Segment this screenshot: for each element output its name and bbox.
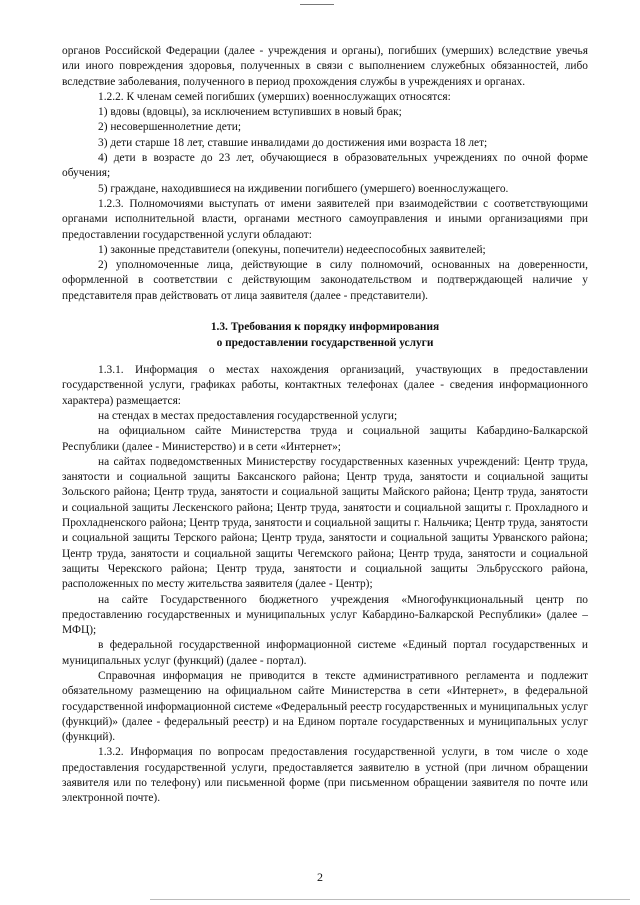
list-item-federal-portal: в федеральной государственной информационной системе «Единый портал государственных и муниципальных услуг (функций) (далее - портал). bbox=[62, 639, 588, 667]
list-item-minor-children: 2) несовершеннолетние дети; bbox=[98, 121, 242, 134]
paragraph-1-2-2: 1.2.2. К членам семей погибших (умерших) военнослужащих относятся: bbox=[98, 90, 451, 103]
list-item-stands: на стендах в местах предоставления государственной услуги; bbox=[98, 409, 398, 422]
scan-artifact-top bbox=[300, 4, 334, 5]
list-item-dependents: 5) граждане, находившиеся на иждивении погибшего (умершего) военнослужащего. bbox=[98, 182, 509, 195]
list-item-ministry-site: на официальном сайте Министерства труда и социальной защиты Кабардино-Балкарской Республики (далее - Министерство) и в сети «Интернет»; bbox=[62, 425, 588, 453]
heading-line-1: 1.3. Требования к порядку информирования bbox=[210, 321, 440, 334]
heading-line-2: о предоставлении государственной услуги bbox=[216, 336, 434, 349]
list-item-widows: 1) вдовы (вдовцы), за исключением вступивших в новый брак; bbox=[98, 106, 402, 119]
document-page bbox=[62, 44, 588, 807]
scan-artifact-bottom bbox=[150, 899, 630, 900]
list-item-legal-representatives: 1) законные представители (опекуны, попечители) недееспособных заявителей; bbox=[98, 243, 486, 256]
list-item-mfc-site: на сайте Государственного бюджетного учреждения «Многофункциональный центр по предоставлению государственных и муниципальных услуг Кабардино-Балкарской Республики» (далее – МФЦ); bbox=[62, 593, 588, 637]
list-item-disabled-children: 3) дети старше 18 лет, ставшие инвалидами до достижения ими возраста 18 лет; bbox=[98, 136, 488, 149]
list-item-centers-sites: на сайтах подведомственных Министерству государственных казенных учреждений: Центр труда, занятости и социальной защиты Баксанского района; Центр труда, занятости и социальной защиты Зольского района; Центр труда, занятости и социальной защиты Майского района; Центр труда, занятости и социальной защиты Лескенского района; Центр труда, занятости и социальной защиты г. Прохладного и Прохладненского района; Центр труда, занятости и социальной защиты г. Нальчика; Центр труда, занятости и социальной защиты Терского района; Центр труда, занятости и социальной защиты Урванского района; Центр труда, занятости и социальной защиты Чегемского района; Центр труда, занятости и социальной защиты Черекского района; Центр труда, занятости и социальной защиты Эльбрусского района, расположенных по месту жительства заявителя (далее - Центр); bbox=[62, 455, 588, 591]
list-item-students: 4) дети в возрасте до 23 лет, обучающиеся в образовательных учреждениях по очной форме обучения; bbox=[62, 152, 588, 180]
paragraph-1-3-1: 1.3.1. Информация о местах нахождения организаций, участвующих в предоставлении государственной услуги, графиках работы, контактных телефонах (далее - сведения информационного характера) размещается: bbox=[62, 364, 588, 407]
section-heading-1-3 bbox=[62, 320, 588, 351]
page-number: 2 bbox=[317, 870, 323, 884]
paragraph-1-2-3: 1.2.3. Полномочиями выступать от имени заявителей при взаимодействии с соответствующими органами исполнительной власти, органами местного самоуправления и иными организациями при предоставлении государственной услуги обладают: bbox=[62, 197, 588, 241]
paragraph-reference-info: Справочная информация не приводится в тексте административного регламента и подлежит обязательному размещению на официальном сайте Министерства в сети «Интернет», в федеральной государственной информационной системе «Федеральный реестр государственных и муниципальных услуг (функций)» (далее - федеральный реестр) и на Едином портале государственных и муниципальных услуг (функций). bbox=[62, 669, 588, 744]
list-item-authorized-persons: 2) уполномоченные лица, действующие в силу полномочий, основанных на доверенности, оформленной в соответствии с действующим законодательством и подтверждающей наличие у представителя прав действовать от лица заявителя (далее - представители). bbox=[62, 259, 588, 302]
paragraph-intro-continuation: органов Российской Федерации (далее - учреждения и органы), погибших (умерших) вследствие увечья или иного повреждения здоровья, полученных в связи с выполнением служебных обязанностей, либо вследствие заболевания, полученного в период прохождения службы в учреждениях и органах. bbox=[62, 45, 588, 88]
paragraph-1-3-2: 1.3.2. Информация по вопросам предоставления государственной услуги, в том числе о ходе предоставления государственной услуги, предоставляется заявителю в устной (при личном обращении заявителя или по телефону) или письменной форме (при письменном обращении заявителя по почте или электронной почте). bbox=[62, 746, 588, 805]
